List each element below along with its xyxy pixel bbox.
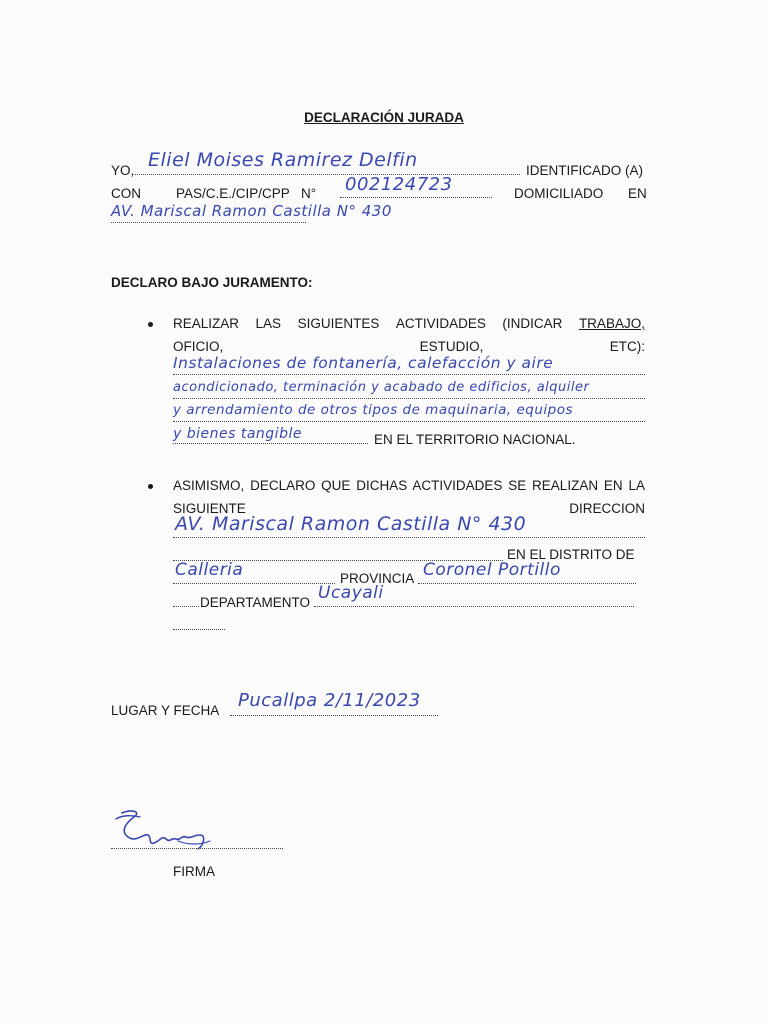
handwritten-address-2: AV. Mariscal Ramon Castilla N° 430: [175, 513, 527, 535]
bullet2-line2: SIGUIENTE DIRECCION: [173, 501, 645, 516]
activities-dotted-line-4: [173, 443, 368, 444]
provincia-label: PROVINCIA: [340, 571, 415, 586]
en-label: EN: [628, 186, 647, 201]
domiciliado-label: DOMICILIADO: [514, 186, 604, 201]
name-dotted-line: [135, 174, 520, 175]
handwritten-doc-number: 002124723: [345, 174, 453, 195]
handwritten-address: AV. Mariscal Ramon Castilla N° 430: [111, 202, 392, 220]
district-dotted-line: [173, 583, 335, 584]
yo-label: YO,: [111, 163, 135, 178]
doc-types-label: PAS/C.E./CIP/CPP: [176, 186, 290, 201]
lugar-fecha-dotted-line: [230, 715, 438, 716]
direccion-dotted-line-1: [173, 537, 645, 538]
bullet1-line2: OFICIO, ESTUDIO, ETC):: [173, 339, 645, 354]
bullet-2: [148, 484, 153, 489]
departamento-leading-dots: [173, 606, 199, 607]
bullet-1: [148, 322, 153, 327]
handwritten-district: Calleria: [175, 560, 244, 580]
handwritten-activities-1: Instalaciones de fontanería, calefacción y aire: [173, 354, 554, 372]
lugar-fecha-label: LUGAR Y FECHA: [111, 703, 220, 718]
handwritten-name: Eliel Moises Ramirez Delfin: [148, 149, 418, 171]
activities-dotted-line-2: [173, 398, 645, 399]
bullet2-line1: ASIMISMO, DECLARO QUE DICHAS ACTIVIDADES SE REALIZAN EN LA: [173, 478, 645, 493]
identificado-label: IDENTIFICADO (A): [526, 163, 643, 178]
activities-dotted-line-1: [173, 374, 645, 375]
handwritten-activities-3: y arrendamiento de otros tipos de maquinaria, equipos: [173, 402, 574, 418]
firma-dotted-line: [111, 848, 283, 849]
document-title: DECLARACIÓN JURADA: [304, 110, 464, 125]
declaro-heading: DECLARO BAJO JURAMENTO:: [111, 275, 313, 290]
handwritten-department: Ucayali: [318, 583, 384, 603]
province-dotted-line: [418, 583, 636, 584]
firma-label: FIRMA: [173, 864, 215, 879]
handwritten-activities-2: acondicionado, terminación y acabado de edificios, alquiler: [173, 380, 590, 395]
distrito-label: EN EL DISTRITO DE: [507, 547, 635, 562]
address-dotted-line: [111, 222, 306, 223]
territorio-label: EN EL TERRITORIO NACIONAL.: [374, 432, 576, 447]
trailing-dotted-line: [173, 629, 225, 630]
activities-dotted-line-3: [173, 421, 645, 422]
bullet1-line1: REALIZAR LAS SIGUIENTES ACTIVIDADES (INDICAR TRABAJO,: [173, 316, 645, 331]
numero-label: N°: [301, 186, 317, 201]
doc-number-dotted-line: [340, 197, 492, 198]
handwritten-place-date: Pucallpa 2/11/2023: [238, 690, 421, 711]
con-label: CON: [111, 186, 141, 201]
handwritten-activities-4: y bienes tangible: [173, 426, 302, 442]
departamento-label: DEPARTAMENTO: [200, 595, 311, 610]
handwritten-province: Coronel Portillo: [423, 560, 561, 580]
department-dotted-line: [314, 606, 634, 607]
